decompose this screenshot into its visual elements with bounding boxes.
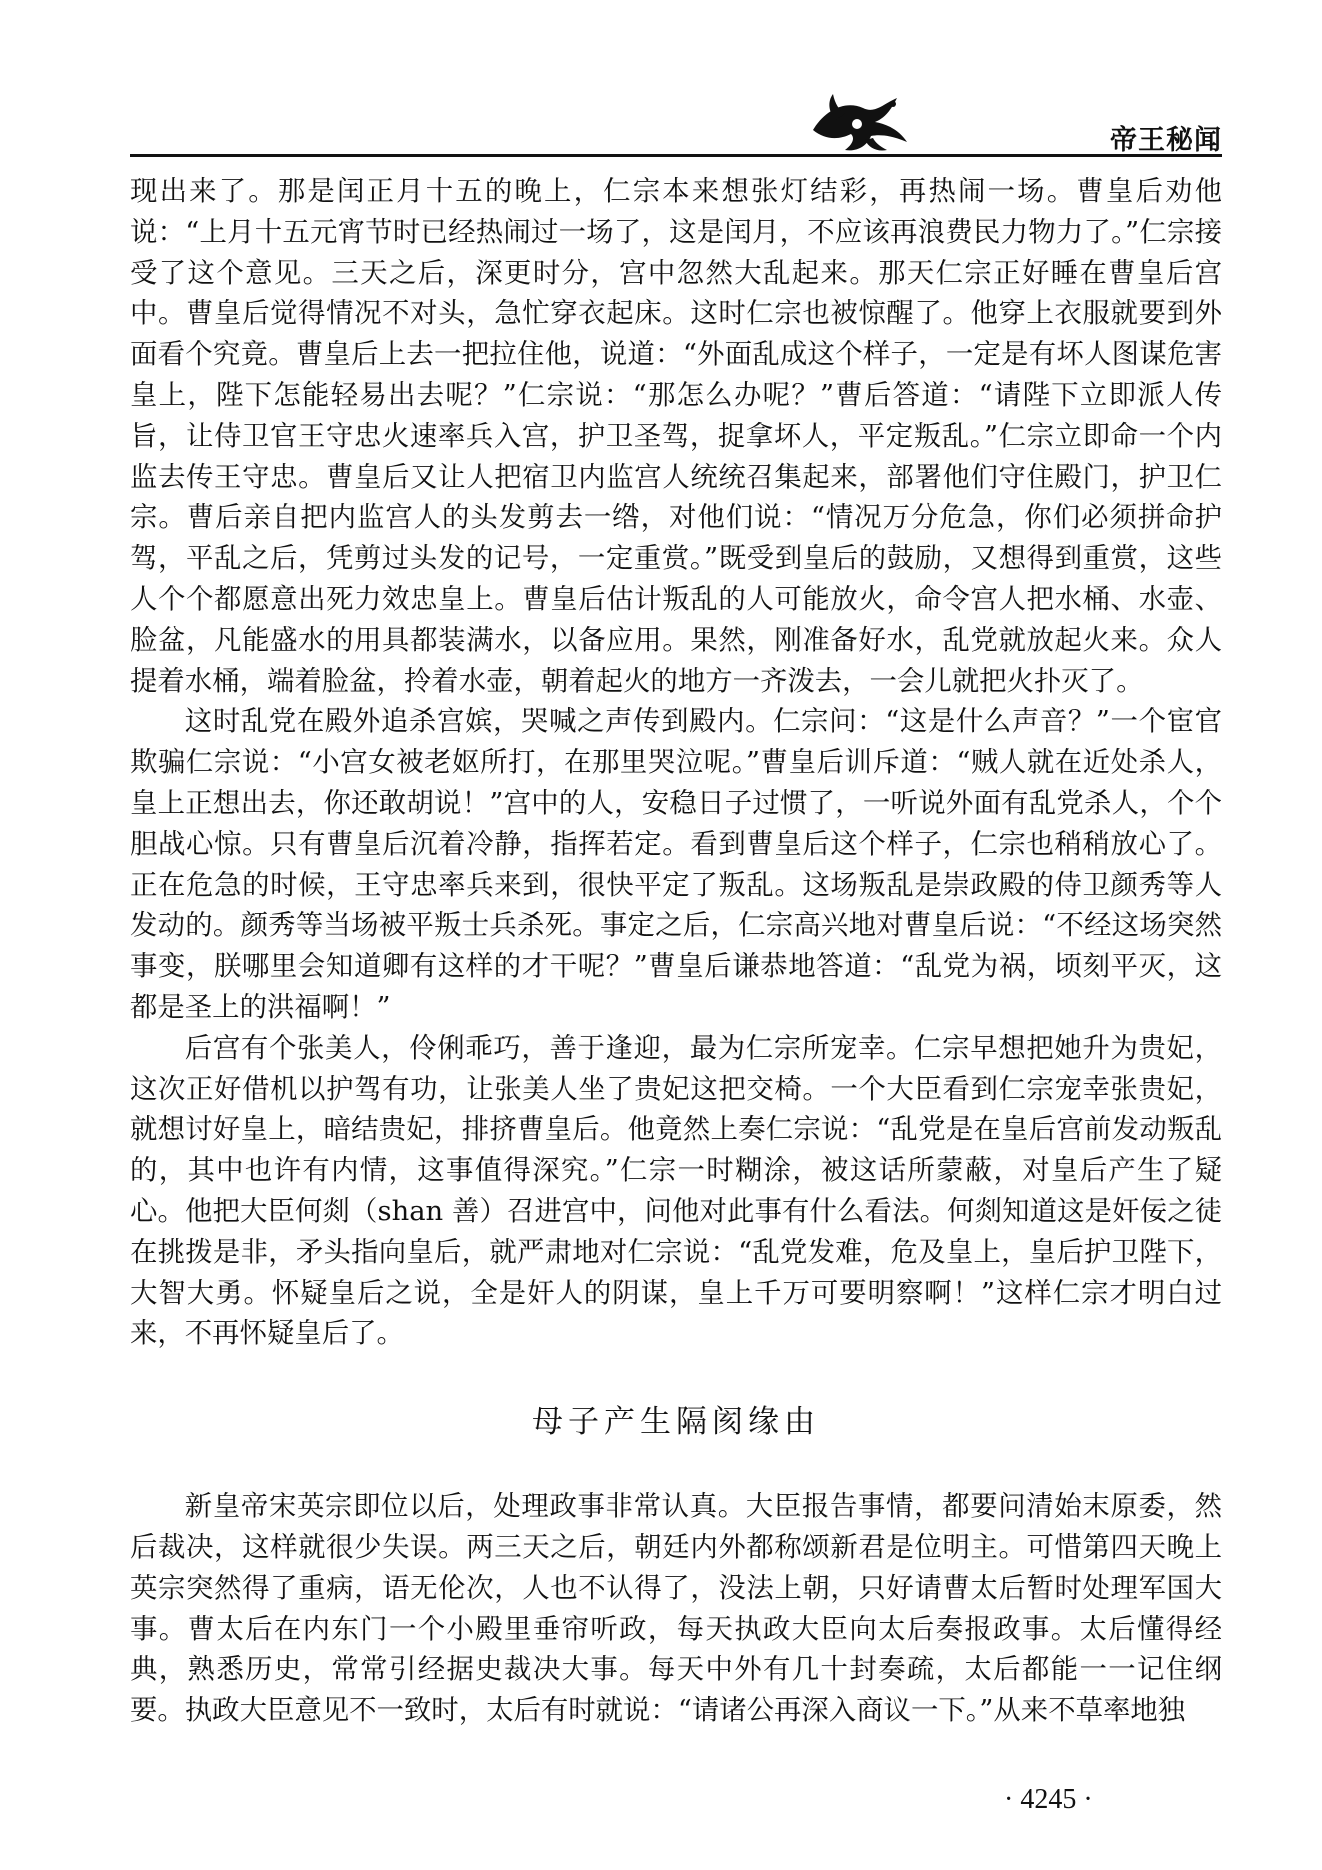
header-title: 帝王秘闻 [1110,125,1222,156]
dragon-emblem-icon [805,90,915,156]
page-body [130,172,1222,1732]
paragraph: 后宫有个张美人，伶俐乖巧，善于逢迎，最为仁宗所宠幸。仁宗早想把她升为贵妃，这次正好借机以护驾有功，让张美人坐了贵妃这把交椅。一个大臣看到仁宗宠幸张贵妃，就想讨好皇上，暗结贵妃，排挤曹皇后。他竟然上奏仁宗说：“乱党是在皇后宫前发动叛乱的，其中也许有内情，这事值得深究。”仁宗一时糊涂，被这话所蒙蔽，对皇后产生了疑心。他把大臣何剡（shan 善）召进宫中，问他对此事有什么看法。何剡知道这是奸佞之徒在挑拨是非，矛头指向皇后，就严肃地对仁宗说：“乱党发难，危及皇上，皇后护卫陛下，大智大勇。怀疑皇后之说，全是奸人的阴谋，皇上千万可要明察啊！”这样仁宗才明白过来，不再怀疑皇后了。 [130,1032,1222,1350]
paragraph: 新皇帝宋英宗即位以后，处理政事非常认真。大臣报告事情，都要问清始末原委，然后裁决，这样就很少失误。两三天之后，朝廷内外都称颂新君是位明主。可惜第四天晚上英宗突然得了重病，语无伦次，人也不认得了，没法上朝，只好请曹太后暂时处理军国大事。曹太后在内东门一个小殿里垂帘听政，每天执政大臣向太后奏报政事。太后懂得经典，熟悉历史，常常引经据史裁决大事。每天中外有几十封奏疏，太后都能一一记住纲要。执政大臣意见不一致时，太后有时就说：“请诸公再深入商议一下。”从来不草率地独 [130,1491,1222,1727]
page-header [130,96,1222,158]
section-title: 母子产生隔阂缘由 [532,1404,820,1441]
page-number: · 4245 · [1004,1784,1093,1815]
paragraph: 现出来了。那是闰正月十五的晚上，仁宗本来想张灯结彩，再热闹一场。曹皇后劝他说：“上月十五元宵节时已经热闹过一场了，这是闰月，不应该再浪费民力物力了。”仁宗接受了这个意见。三天之后，深更时分，宫中忽然大乱起来。那天仁宗正好睡在曹皇后宫中。曹皇后觉得情况不对头，急忙穿衣起床。这时仁宗也被惊醒了。他穿上衣服就要到外面看个究竟。曹皇后上去一把拉住他，说道：“外面乱成这个样子，一定是有坏人图谋危害皇上，陛下怎能轻易出去呢？”仁宗说：“那怎么办呢？”曹后答道：“请陛下立即派人传旨，让侍卫官王守忠火速率兵入宫，护卫圣驾，捉拿坏人，平定叛乱。”仁宗立即命一个内监去传王守忠。曹皇后又让人把宿卫内监宫人统统召集起来，部署他们守住殿门，护卫仁宗。曹后亲自把内监宫人的头发剪去一绺，对他们说：“情况万分危急，你们必须拼命护驾，平乱之后，凭剪过头发的记号，一定重赏。”既受到皇后的鼓励，又想得到重赏，这些人个个都愿意出死力效忠皇上。曹皇后估计叛乱的人可能放火，命令宫人把水桶、水壶、脸盆，凡能盛水的用具都装满水，以备应用。果然，刚准备好水，乱党就放起火来。众人提着水桶，端着脸盆，拎着水壶，朝着起火的地方一齐泼去，一会儿就把火扑灭了。 [130,176,1222,697]
paragraph: 这时乱党在殿外追杀宫嫔，哭喊之声传到殿内。仁宗问：“这是什么声音？”一个宦官欺骗仁宗说：“小宫女被老妪所打，在那里哭泣呢。”曹皇后训斥道：“贼人就在近处杀人，皇上正想出去，你还敢胡说！”宫中的人，安稳日子过惯了，一听说外面有乱党杀人，个个胆战心惊。只有曹皇后沉着冷静，指挥若定。看到曹皇后这个样子，仁宗也稍稍放心了。正在危急的时候，王守忠率兵来到，很快平定了叛乱。这场叛乱是崇政殿的侍卫颜秀等人发动的。颜秀等当场被平叛士兵杀死。事定之后，仁宗高兴地对曹皇后说：“不经这场突然事变，朕哪里会知道卿有这样的才干呢？”曹皇后谦恭地答道：“乱党为祸，顷刻平灭，这都是圣上的洪福啊！” [130,706,1222,1023]
header-rule [130,154,1222,157]
